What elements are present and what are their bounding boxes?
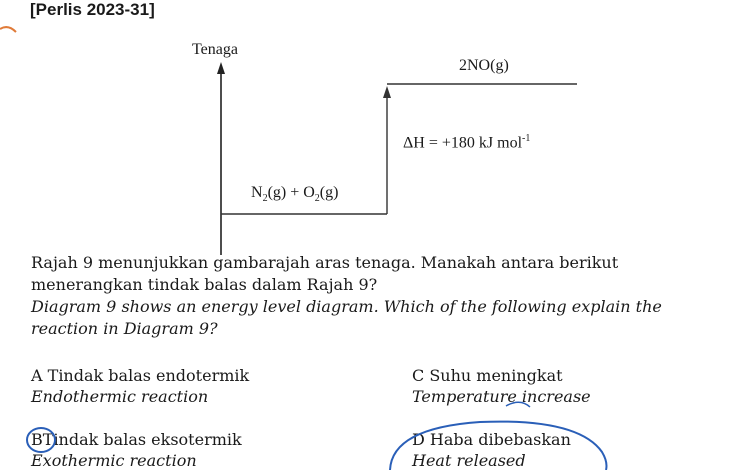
reactant-part-1: N — [251, 184, 263, 201]
option-b-english: Exothermic reaction — [31, 451, 197, 470]
option-d-circle — [390, 422, 607, 470]
delta-h-value: ΔH = +180 kJ mol — [403, 134, 523, 152]
option-a-malay[interactable]: A Tindak balas endotermik — [31, 366, 250, 385]
margin-mark — [0, 27, 16, 32]
option-a-english: Endothermic reaction — [31, 387, 209, 406]
question-malay-line-1: Rajah 9 menunjukkan gambarajah aras tenaga. Manakah antara berikut — [31, 253, 619, 272]
option-d-malay[interactable]: D Haba dibebaskan — [412, 430, 571, 449]
question-reference: [Perlis 2023-31] — [30, 0, 155, 19]
energy-axis-label: Tenaga — [192, 41, 238, 58]
reactant-sub-1: 2 — [262, 193, 268, 205]
reactant-part-2: (g) + O — [267, 184, 315, 201]
option-b-text: Tindak balas eksotermik — [42, 430, 242, 449]
option-c-english: Temperature increase — [412, 387, 591, 406]
reactant-sub-2: 2 — [314, 193, 320, 205]
option-d-english: Heat released — [412, 451, 526, 470]
reactant-part-3: (g) — [319, 184, 339, 201]
product-label: 2NO(g) — [459, 57, 509, 74]
option-c-malay[interactable]: C Suhu meningkat — [412, 366, 563, 385]
option-c-underline — [506, 402, 530, 407]
question-english-line-1: Diagram 9 shows an energy level diagram. Which of the following explain the — [31, 297, 662, 316]
delta-h-exponent: -1 — [522, 133, 531, 144]
option-b-circle — [27, 428, 55, 452]
question-english-line-2: reaction in Diagram 9? — [31, 319, 218, 338]
option-b-letter: B — [31, 430, 43, 449]
question-malay-line-2: menerangkan tindak balas dalam Rajah 9? — [31, 275, 378, 294]
